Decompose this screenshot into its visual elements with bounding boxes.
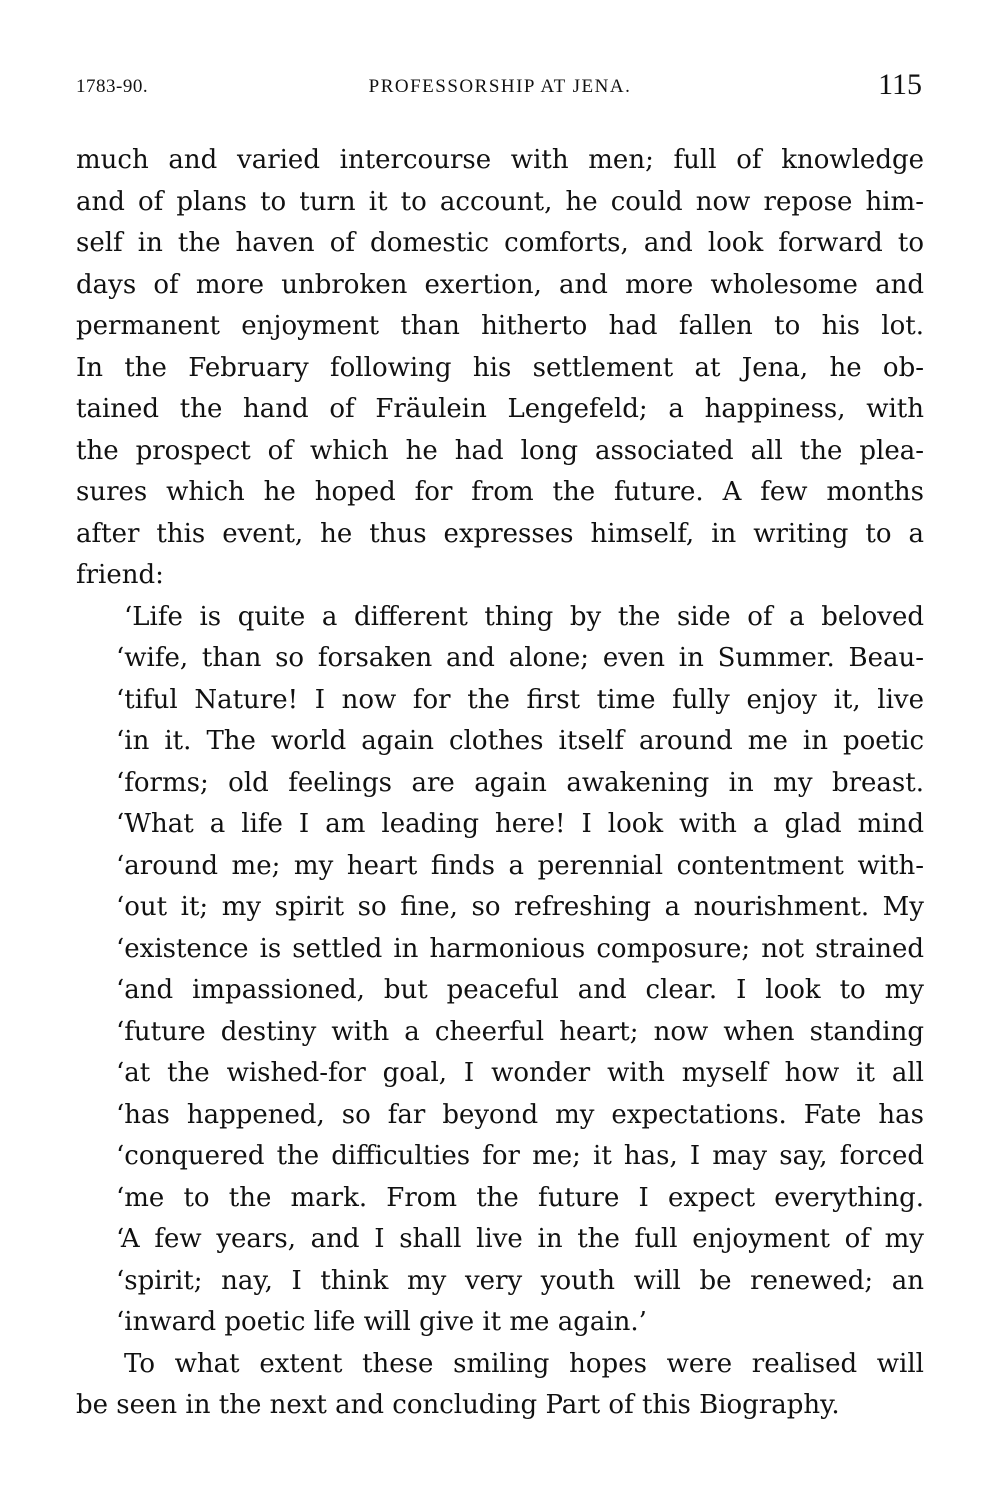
paragraph-1: [76, 140, 924, 597]
paragraph-2: [76, 1344, 924, 1427]
quote-line: ‘around me; my heart finds a perennial contentment with-: [116, 850, 924, 881]
header-dates: 1783-90.: [76, 76, 149, 97]
text-line: much and varied intercourse with men; full of knowledge: [76, 145, 924, 175]
quote-line: ‘at the wished-for goal, I wonder with myself how it all: [116, 1058, 924, 1088]
text-line: permanent enjoyment than hitherto had fallen to his lot.: [76, 311, 924, 341]
text-line: be seen in the next and concluding Part of this Biography.: [76, 1390, 840, 1420]
text-line: days of more unbroken exertion, and more wholesome and: [76, 269, 924, 300]
quote-line: ‘in it. The world again clothes itself around me in poetic: [116, 726, 924, 756]
quote-line: ‘tiful Nature! I now for the first time fully enjoy it, live: [116, 684, 924, 715]
quote-line: ‘wife, than so forsaken and alone; even in Summer. Beau-: [116, 643, 924, 673]
quotation-block: [76, 597, 924, 1344]
quote-line: ‘out it; my spirit so fine, so refreshing a nourishment. My: [116, 892, 924, 922]
text-line: In the February following his settlement at Jena, he ob-: [76, 352, 924, 383]
quote-line: ‘me to the mark. From the future I expect everything.: [116, 1182, 924, 1213]
text-line: self in the haven of domestic comforts, and look forward to: [76, 228, 924, 258]
quote-line: ‘Life is quite a different thing by the side of a beloved: [124, 601, 924, 632]
text-line: friend:: [76, 560, 164, 590]
quote-line: ‘inward poetic life will give it me again.’: [116, 1307, 647, 1337]
quote-line: ‘What a life I am leading here! I look with a glad mind: [116, 809, 924, 839]
text-line: and of plans to turn it to account, he could now repose him-: [76, 186, 924, 217]
quote-line: ‘conquered the difficulties for me; it has, I may say, forced: [116, 1141, 924, 1171]
text-line: tained the hand of Fräulein Lengefeld; a happiness, with: [76, 394, 924, 424]
page-number: 115: [878, 68, 922, 101]
text-line: sures which he hoped for from the future. A few months: [76, 477, 924, 507]
quote-line: ‘forms; old feelings are again awakening in my breast.: [116, 767, 924, 798]
quote-line: ‘and impassioned, but peaceful and clear. I look to my: [116, 975, 924, 1005]
quote-line: ‘existence is settled in harmonious composure; not strained: [116, 933, 924, 964]
quote-line: ‘has happened, so far beyond my expectations. Fate has: [116, 1099, 924, 1130]
header-title: PROFESSORSHIP AT JENA.: [368, 76, 632, 97]
quote-line: ‘spirit; nay, I think my very youth will be renewed; an: [116, 1265, 924, 1296]
text-line: To what extent these smiling hopes were realised will: [124, 1348, 924, 1379]
quote-line: ‘future destiny with a cheerful heart; now when standing: [116, 1016, 924, 1047]
body-text: [76, 140, 924, 1427]
text-line: the prospect of which he had long associated all the plea-: [76, 435, 924, 466]
running-head: [76, 62, 924, 112]
text-line: after this event, he thus expresses himself, in writing to a: [76, 518, 924, 549]
quote-line: ‘A few years, and I shall live in the full enjoyment of my: [116, 1224, 924, 1254]
